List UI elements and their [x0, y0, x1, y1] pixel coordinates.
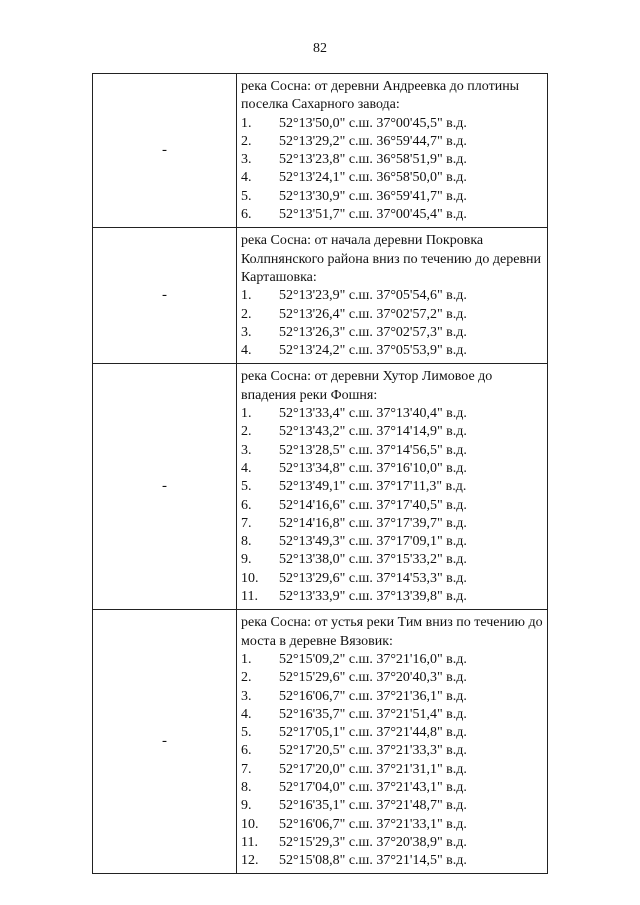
coordinate-item — [241, 306, 543, 324]
coordinate-item — [241, 442, 543, 460]
coordinate-value: 52°16'35,1" с.ш. 37°21'48,7" в.д. — [279, 798, 467, 814]
table-row — [93, 228, 548, 364]
coordinate-value: 52°15'08,8" с.ш. 37°21'14,5" в.д. — [279, 853, 467, 869]
coordinate-value: 52°13'49,1" с.ш. 37°17'11,3" в.д. — [279, 479, 467, 495]
coordinate-value: 52°13'43,2" с.ш. 37°14'14,9" в.д. — [279, 424, 467, 440]
coordinate-item — [241, 742, 543, 760]
coordinate-number: 6. — [241, 743, 252, 759]
coordinate-number: 2. — [241, 670, 252, 686]
row-marker: - — [162, 478, 167, 495]
coordinate-item — [241, 133, 543, 151]
coordinates-table — [92, 73, 548, 874]
coordinate-number: 10. — [241, 570, 259, 586]
row-marker: - — [162, 733, 167, 750]
page-number: 82 — [313, 41, 327, 56]
coordinate-number: 4. — [241, 460, 252, 476]
coordinate-value: 52°14'16,6" с.ш. 37°17'40,5" в.д. — [279, 497, 467, 513]
coordinate-number: 2. — [241, 306, 252, 322]
coordinate-item — [241, 169, 543, 187]
coordinate-item — [241, 342, 543, 360]
coordinate-number: 4. — [241, 706, 252, 722]
section-title: река Сосна: от деревни Андреевка до плотины поселка Сахарного завода: — [241, 79, 520, 113]
coordinate-item — [241, 724, 543, 742]
coordinate-number: 6. — [241, 207, 252, 223]
coordinate-number: 3. — [241, 688, 252, 704]
coordinate-item — [241, 423, 543, 441]
coordinate-value: 52°17'05,1" с.ш. 37°21'44,8" в.д. — [279, 725, 467, 741]
section-description-cell — [237, 364, 548, 610]
coordinate-value: 52°13'28,5" с.ш. 37°14'56,5" в.д. — [279, 442, 467, 458]
table-row — [93, 610, 548, 874]
coordinate-value: 52°13'38,0" с.ш. 37°15'33,2" в.д. — [279, 552, 467, 568]
coordinate-number: 4. — [241, 343, 252, 359]
coordinate-item — [241, 570, 543, 588]
row-marker: - — [162, 142, 167, 159]
coordinate-item — [241, 588, 543, 606]
coordinate-value: 52°13'24,2" с.ш. 37°05'53,9" в.д. — [279, 343, 467, 359]
coordinate-number: 5. — [241, 725, 252, 741]
coordinate-number: 3. — [241, 442, 252, 458]
coordinate-value: 52°13'23,9" с.ш. 37°05'54,6" в.д. — [279, 288, 467, 304]
coordinate-value: 52°17'20,5" с.ш. 37°21'33,3" в.д. — [279, 743, 467, 759]
coordinate-value: 52°16'06,7" с.ш. 37°21'36,1" в.д. — [279, 688, 467, 704]
coordinate-item — [241, 551, 543, 569]
coordinate-item — [241, 515, 543, 533]
coordinate-value: 52°13'29,2" с.ш. 36°59'44,7" в.д. — [279, 133, 467, 149]
coordinate-value: 52°17'04,0" с.ш. 37°21'43,1" в.д. — [279, 779, 467, 795]
section-description-cell — [237, 610, 548, 874]
coordinate-value: 52°15'09,2" с.ш. 37°21'16,0" в.д. — [279, 651, 467, 667]
coordinate-item — [241, 797, 543, 815]
row-marker-cell — [93, 364, 237, 610]
coordinate-number: 3. — [241, 152, 252, 168]
coordinate-number: 9. — [241, 552, 252, 568]
coordinate-number: 1. — [241, 288, 252, 304]
row-marker-cell — [93, 610, 237, 874]
coordinate-number: 9. — [241, 798, 252, 814]
coordinate-item — [241, 779, 543, 797]
coordinate-value: 52°13'24,1" с.ш. 36°58'50,0" в.д. — [279, 170, 467, 186]
coordinate-number: 4. — [241, 170, 252, 186]
coordinate-item — [241, 151, 543, 169]
coordinate-number: 2. — [241, 424, 252, 440]
section-title: река Сосна: от начала деревни Покровка Колпнянского района вниз по течению до деревни Карташовка: — [241, 233, 542, 285]
coordinate-item — [241, 115, 543, 133]
coordinate-item — [241, 460, 543, 478]
coordinate-value: 52°13'33,4" с.ш. 37°13'40,4" в.д. — [279, 406, 467, 422]
coordinate-number: 7. — [241, 515, 252, 531]
coordinate-value: 52°13'26,3" с.ш. 37°02'57,3" в.д. — [279, 324, 467, 340]
coordinate-value: 52°16'06,7" с.ш. 37°21'33,1" в.д. — [279, 816, 467, 832]
section-description-cell — [237, 74, 548, 228]
coordinate-item — [241, 816, 543, 834]
coordinate-value: 52°15'29,3" с.ш. 37°20'38,9" в.д. — [279, 834, 467, 850]
coordinate-item — [241, 478, 543, 496]
coordinate-number: 1. — [241, 115, 252, 131]
coordinate-item — [241, 287, 543, 305]
coordinate-value: 52°13'33,9" с.ш. 37°13'39,8" в.д. — [279, 589, 467, 605]
coordinate-number: 3. — [241, 324, 252, 340]
coordinate-value: 52°16'35,7" с.ш. 37°21'51,4" в.д. — [279, 706, 467, 722]
coordinate-number: 11. — [241, 834, 258, 850]
coordinate-item — [241, 651, 543, 669]
coordinate-number: 8. — [241, 534, 252, 550]
table-body — [93, 74, 548, 874]
section-title: река Сосна: от деревни Хутор Лимовое до впадения реки Фошня: — [241, 369, 493, 403]
coordinate-number: 1. — [241, 406, 252, 422]
coordinate-item — [241, 497, 543, 515]
coordinate-value: 52°14'16,8" с.ш. 37°17'39,7" в.д. — [279, 515, 467, 531]
coordinate-number: 10. — [241, 816, 259, 832]
row-marker-cell — [93, 228, 237, 364]
coordinate-value: 52°15'29,6" с.ш. 37°20'40,3" в.д. — [279, 670, 467, 686]
coordinate-value: 52°13'51,7" с.ш. 37°00'45,4" в.д. — [279, 207, 467, 223]
coordinate-value: 52°13'30,9" с.ш. 36°59'41,7" в.д. — [279, 188, 467, 204]
row-marker: - — [162, 287, 167, 304]
row-marker-cell — [93, 74, 237, 228]
coordinate-value: 52°13'23,8" с.ш. 36°58'51,9" в.д. — [279, 152, 467, 168]
coordinate-item — [241, 405, 543, 423]
coordinate-number: 12. — [241, 853, 259, 869]
coordinate-item — [241, 188, 543, 206]
section-title: река Сосна: от устья реки Тим вниз по течению до моста в деревне Вязовик: — [241, 615, 543, 649]
coordinate-item — [241, 669, 543, 687]
coordinate-number: 11. — [241, 589, 258, 605]
table-row — [93, 364, 548, 610]
coordinate-number: 6. — [241, 497, 252, 513]
coordinate-item — [241, 852, 543, 870]
coordinate-item — [241, 761, 543, 779]
coordinate-number: 2. — [241, 133, 252, 149]
coordinate-number: 8. — [241, 779, 252, 795]
coordinate-item — [241, 533, 543, 551]
coordinate-number: 5. — [241, 479, 252, 495]
coordinate-number: 5. — [241, 188, 252, 204]
coordinate-item — [241, 834, 543, 852]
coordinate-value: 52°13'26,4" с.ш. 37°02'57,2" в.д. — [279, 306, 467, 322]
coordinate-item — [241, 706, 543, 724]
section-description-cell — [237, 228, 548, 364]
coordinate-number: 1. — [241, 651, 252, 667]
coordinate-item — [241, 206, 543, 224]
coordinate-value: 52°13'49,3" с.ш. 37°17'09,1" в.д. — [279, 534, 467, 550]
coordinate-value: 52°17'20,0" с.ш. 37°21'31,1" в.д. — [279, 761, 467, 777]
coordinate-value: 52°13'29,6" с.ш. 37°14'53,3" в.д. — [279, 570, 467, 586]
coordinate-number: 7. — [241, 761, 252, 777]
table-row — [93, 74, 548, 228]
coordinate-value: 52°13'50,0" с.ш. 37°00'45,5" в.д. — [279, 115, 467, 131]
coordinate-value: 52°13'34,8" с.ш. 37°16'10,0" в.д. — [279, 460, 467, 476]
coordinate-item — [241, 688, 543, 706]
coordinate-item — [241, 324, 543, 342]
